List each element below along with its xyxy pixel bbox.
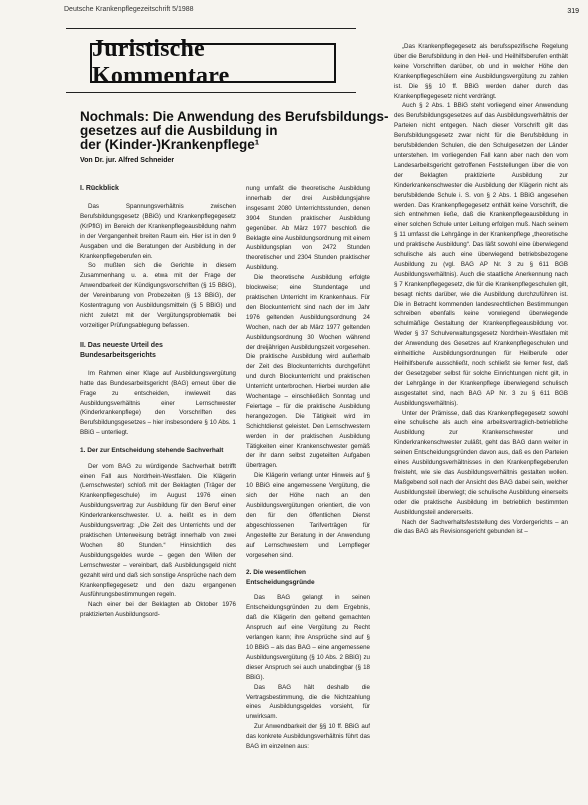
paragraph: „Das Krankenpflegegesetz als berufsspezifische Regelung über die Berufsbildung in den Heil- und Heilhilfsberufen enthält keine Vorschriften darüber, ob und in welcher Höhe den Krankenpflegeschülern eine Ausbildungsvergütung zu zahlen ist. Die §§ 10 ff. BBiG werden daher durch das Krankenpflegegesetz nicht verdrängt. — [394, 43, 568, 100]
paragraph: Die theoretische Ausbildung erfolgte blockweise; eine Stundentage und praktischen Unterricht im Krankenhaus. Für den Blockunterricht sind nach der im Jahr 1976 geltenden Ausbildungsordnung 24 Wochen, nach der ab März 1977 geltenden Ausbildungsordnung 30 Wochen während der dreijährigen Ausbildungszeit vorgesehen. Die praktische Ausbildung wird außerhalb der Zeit des Blockunterrichts durchgeführt und durch Blockunterricht und praktischen Unterricht unterbrochen. Hierbei wurden alle Wochentage – einschließlich Sonntag und Feiertage – für die praktische Ausbildung herangezogen. Die Tätigkeit wird im Schichtdienst geleistet. Den Lernschwestern werden in der praktischen Ausbildung Tätigkeiten einer Krankenschwester gemäß der ihr dann selbst zugeteilten Aufgaben übertragen. — [246, 274, 370, 470]
paragraph: Das Spannungsverhältnis zwischen Berufsbildungsgesetz (BBiG) und Krankenpflegegesetz (KrPflG) im Bereich der Krankenpflegeausbildung nahm in der Vergangenheit breiten Raum ein. Hier ist in den 9 Ausgaben und die Beratungen der Ausbildung in der Krankenpflegeberufen ein. — [80, 203, 236, 260]
paragraph: Auch § 2 Abs. 1 BBiG steht vorliegend einer Anwendung des Berufsbildungsgesetzes auf das Ausbildungsverhältnis der Parteien nicht entgegen. Nach dieser Vorschrift gilt das Berufsbildungsgesetz zwar nicht für die Berufsbildung in berufsbildenden Schulen, die den Schulgesetzen der Länder unterstehen. Im vorliegenden Fall kann aber nach den vom Landesarbeitsgericht getroffenen Feststellungen über die von der Beklagten praktizierte Ausbildung zur Kinderkrankenschwester die Ausbildung der Klägerin nicht als berufsbildende Schule i. S. von § 2 Abs. 1 BBiG angesehen werden. Das Krankenpflegegesetz enthält keine Vorschrift, die sich entnehmen ließe, daß die Krankenpflegeausbildung in einer solchen Schule unter Leitung erfolgen muß. Nach seinem § 11 umfasst die Lehrgänge in der Krankenpflege „theoretische und praktische Ausbildung“. Das läßt sowohl eine überwiegend schulische als auch eine überwiegend betriebsbezogene Ausbildung zu (vgl. BAG AP Nr. 3 zu § 611 BGB Ausbildungsverhältnis). Auch die staatliche Anerkennung nach § 7 Krankenpflegegesetz, die für die Krankenpflegeschulen gilt, besagt nichts darüber, wie die Ausbildung durchzuführen ist. Die in Betracht kommenden landesrechtlichen Bestimmungen schreiben ebenfalls keine vorwiegend überwiegende schulmäßige Gestaltung der Krankenpflegeausbildung vor. Weder § 37 Schulverwaltungsgesetz Nordrhein-Westfalen mit der Anwendung des Gesetzes auf Krankenpflegeschulen und einheitliche Ausbildungsordnungen für Heilberufe oder Heilhilfsberufe ausschließt, noch schließt sie ferner fest, daß der Gesetzgeber selbst für solche Einrichtungen nicht gilt, in der Lehrgänge in der Krankenpflege überwiegend schulisch ausgestaltet sind, nach BAG AP Nr. 3 zu § 611 BGB Ausbildungsverhältnis). — [394, 102, 568, 407]
subsection-heading: 1. Der zur Entscheidung stehende Sachverhalt — [80, 447, 224, 455]
paragraph: Im Rahmen einer Klage auf Ausbildungsvergütung hatte das Bundesarbeitsgericht (BAG) erneut über die Frage zu entscheiden, inwieweit das Ausbildungsverhältnis einer Lernschwester (Kinderkrankenpflege) den Vorschriften des Berufsbildungsgesetzes – hier insbesondere § 10 Abs. 1 BBiG – unterliegt. — [80, 369, 236, 437]
article-title — [80, 109, 389, 152]
paragraph: Die Klägerin verlangt unter Hinweis auf § 10 BBiG eine angemessene Vergütung, die sich der Höhe nach an den Ausbildungsvergütungen orientiert, die von den für den öffentlichen Dienst abgeschlossenen Tarifverträgen für Angestellte zur Beratung in der Anwendung auf Lernschwestern und Lernpfleger vorgesehen sind. — [246, 472, 370, 559]
paragraph: Nach der Sachverhaltsfeststellung des Vordergerichts – an die das BAG als Revisionsgericht gebunden ist – — [394, 518, 568, 536]
title-line: gesetzes auf die Ausbildung in — [80, 123, 278, 138]
section-heading-box — [90, 36, 336, 89]
page-number: 319 — [567, 8, 579, 15]
paragraph: Nach einer bei der Beklagten ab Oktober 1976 praktizierten Ausbildungsord- — [80, 601, 236, 619]
paragraph: Zur Anwendbarkeit der §§ 10 ff. BBiG auf das konkrete Ausbildungsverhältnis führt das BAG im einzelnen aus: — [246, 723, 370, 751]
paragraph: So mußten sich die Gerichte in diesem Zusammenhang u. a. etwa mit der Frage der Anwendbarkeit der Kündigungsvorschriften (§ 15 BBiG), der Vereinbarung von Probezeiten (§ 13 BBiG), der Kostentragung von Ausbildungsmitteln (§ 5 BBiG) und nicht zuletzt mit der Vergütungsproblematik bei vorzeitiger Prüfungsablegung befassen. — [80, 262, 236, 329]
section-heading: Juristische Kommentare — [92, 36, 230, 89]
bottom-rule — [66, 92, 356, 93]
paragraph: nung umfaßt die theoretische Ausbildung innerhalb der drei Ausbildungsjahre insgesamt 2080 Unterrichtsstunden, denen 3904 Stunden praktischer Ausbildung gegenüber. Ab März 1977 beschloß die Beklagte eine Ausbildungsordnung mit einem Ausbildungsplan von 2472 Stunden theoretischer und 2304 Stunden praktischer Ausbildung. — [246, 185, 370, 272]
paragraph: Der vom BAG zu würdigende Sachverhalt betrifft einen Fall aus Nordrhein-Westfalen. Die Klägerin (Lernschwester) schloß mit der Beklagten (Träger der Krankenpflegeschule) im August 1976 einen Ausbildungsvertrag zur Ausbildung für den Beruf einer Kinderkrankenschwester. U. a. heißt es in dem Ausbildungsvertrag: „Die Zeit des Unterrichts und der praktischen Unterweisung beträgt innerhalb von zwei Wochen 80 Stunden.“ Hinsichtlich des Ausbildungsgeldes wurde – gegen den Willen der Lernschwester – vereinbart, daß Ausbildungsgeld nicht gezahlt wird und daß sich sonstige Ansprüche nach dem Krankenpflegegesetz und den dazu ergangenen Ausführungsbestimmungen regeln. — [80, 462, 236, 599]
title-line: der (Kinder-)Krankenpflege¹ — [80, 137, 260, 152]
running-header — [64, 6, 580, 18]
text-column-2 — [246, 184, 370, 752]
section-heading: II. Das neueste Urteil des Bundesarbeitsgerichts — [80, 341, 163, 359]
journal-name: Deutsche Krankenpflegezeitschrift 5/1988 — [64, 6, 194, 13]
title-line: Nochmals: Die Anwendung des Berufsbildungs- — [80, 109, 389, 124]
top-rule — [66, 28, 356, 29]
subsection-heading: 2. Die wesentlichen Entscheidungsgründe — [246, 569, 315, 586]
author-line: Von Dr. jur. Alfred Schneider — [80, 157, 175, 164]
text-column-1 — [80, 184, 236, 620]
paragraph: Das BAG hält deshalb die Vertragsbestimmung, die die Nichtzahlung eines Ausbildungsgeldes vorsieht, für unwirksam. — [246, 683, 370, 721]
paragraph: Unter der Prämisse, daß das Krankenpflegegesetz sowohl eine schulische als auch eine arbeitsvertraglich-betriebliche Ausbildung zur Krankenschwester und Kinderkrankenschwester zuläßt, geht das BAG dann weiter in seinen Entscheidungsgründen davon aus, daß es den Parteien eines Ausbildungsverhältnisses in den Krankenpflegeberufen freisteht, wie sie das Ausbildungsverhältnis gestalten wollen. Maßgebend soll nach der Ansicht des BAG dabei sein, welcher Ausbildungsteil überwiegt; die schulische Ausbildung einerseits oder die praktische Ausbildung im betrieblich bestimmten Ausbildungsteil andererseits. — [394, 409, 568, 516]
paragraph: Das BAG gelangt in seinen Entscheidungsgründen zu dem Ergebnis, daß die Klägerin den geltend gemachten Anspruch auf eine Vergütung zu Recht verlangen kann; ihre Ansprüche sind auf § 10 BBiG – als das BAG – eine angemessene Ausbildungsvergütung (§ 10 Abs. 2 BBiG) zu dieser Anspruch sei auch unabdingbar (§ 18 BBiG). — [246, 594, 370, 681]
text-column-3 — [394, 42, 568, 537]
section-heading: I. Rückblick — [80, 185, 119, 192]
